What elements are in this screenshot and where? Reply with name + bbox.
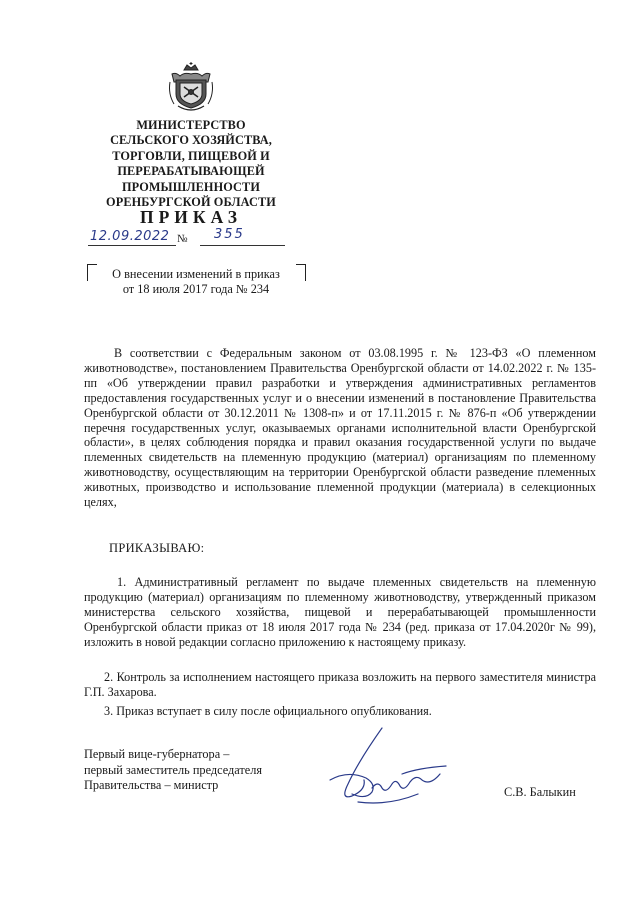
order-item-3: 3. Приказ вступает в силу после официального опубликования.	[104, 704, 432, 718]
signatory-name: С.В. Балыкин	[504, 785, 576, 799]
order-item-1: 1. Административный регламент по выдаче племенных свидетельств на племенную продукцию (материал) организациям по племенному животноводству, утвержденный приказом министерства сельского хозяйства, пищевой и перерабатывающей промышленности Оренбургской области приказ от 18 июля 2017 года № 234 (ред. приказа от 17.04.2020г № 99), изложить в новой редакции согласно приложению к настоящему приказу.	[84, 575, 596, 649]
order-word: ПРИКАЗЫВАЮ:	[109, 541, 205, 555]
handwritten-signature-icon	[318, 722, 458, 814]
ministry-line: СЕЛЬСКОГО ХОЗЯЙСТВА,	[110, 133, 272, 148]
ministry-line: ПРОМЫШЛЕННОСТИ	[121, 179, 260, 194]
orenburg-coat-of-arms-icon	[166, 60, 216, 118]
ministry-line: ПЕРЕРАБАТЫВАЮЩЕЙ	[117, 164, 265, 179]
subject-line: О внесении изменений в приказ	[112, 267, 280, 281]
ministry-name	[80, 118, 302, 210]
position-line: Правительства – министр	[84, 778, 219, 793]
signatory-position	[84, 747, 262, 794]
ministry-line: МИНИСТЕРСТВО	[136, 118, 246, 132]
ministry-line: ОРЕНБУРГСКОЙ ОБЛАСТИ	[106, 195, 276, 210]
date-underline	[88, 245, 176, 246]
subject-bracket-right	[296, 264, 306, 281]
subject-line: от 18 июля 2017 года № 234	[122, 282, 270, 296]
ministry-line: ТОРГОВЛИ, ПИЩЕВОЙ И	[112, 148, 270, 163]
preamble-paragraph: В соответствии с Федеральным законом от 03.08.1995 г. № 123-ФЗ «О племенном животноводстве», постановлением Правительства Оренбургской области от 14.02.2022 г. № 135-пп «Об утверждении правил разработки и утверждения административных регламентов предоставления государственных услуг и о внесении изменений в постановление Правительства Оренбургской области от 30.12.2011 № 1308-п» и от 17.11.2015 г. № 876-п «Об утверждении перечня государственных услуг, оказываемых органами исполнительной власти Оренбургской области», в целях соблюдения порядка и правил оказания государственной услуги по выдаче племенных свидетельств на племенную продукцию (материал) организациям по племенному животноводству, осуществляющим на территории Оренбургской области разведение племенных животных, производство и использование племенной продукции (материала) в селекционных целях,	[84, 346, 596, 510]
order-subject	[96, 267, 296, 297]
order-number: 355	[214, 227, 245, 242]
order-number-label: №	[177, 233, 188, 245]
document-type-title: ПРИКАЗ	[139, 207, 243, 227]
position-line: Первый вице-губернатора –	[84, 747, 230, 761]
number-underline	[200, 245, 285, 246]
position-line: первый заместитель председателя	[84, 762, 263, 777]
order-item-2: 2. Контроль за исполнением настоящего приказа возложить на первого заместителя министра Г.П. Захарова.	[84, 670, 596, 699]
order-date: 12.09.2022	[90, 229, 170, 244]
